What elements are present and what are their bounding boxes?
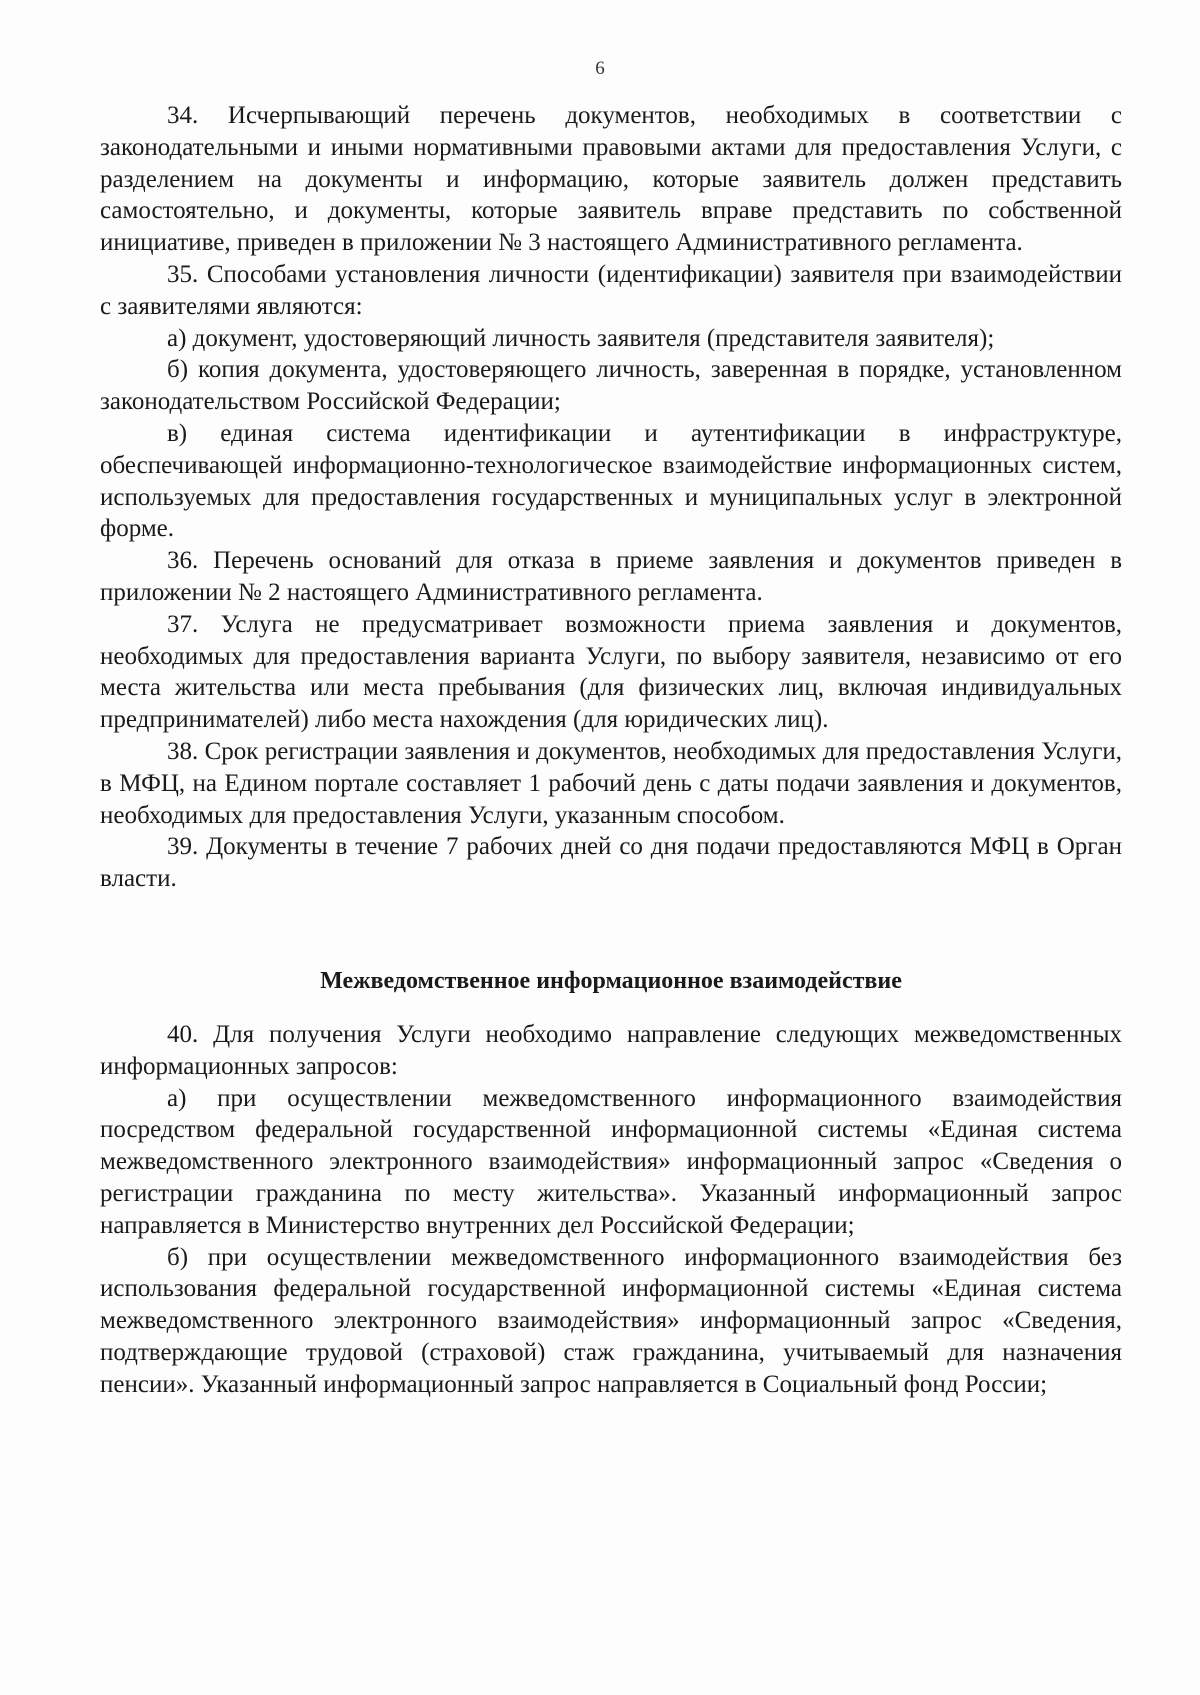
paragraph-40: 40. Для получения Услуги необходимо направление следующих межведомственных информационных запросов: xyxy=(100,1020,1122,1080)
page-number: 6 xyxy=(595,58,605,79)
paragraph-39: 39. Документы в течение 7 рабочих дней со дня подачи предоставляются МФЦ в Орган власти. xyxy=(100,833,1122,893)
document-body xyxy=(100,100,1122,1400)
paragraph-34: 34. Исчерпывающий перечень документов, необходимых в соответствии с законодательными и иными нормативными правовыми актами для предоставления Услуги, с разделением на документы и информацию, которые заявитель должен представить самостоятельно, и документы, которые заявитель вправе представить по собственной инициативе, приведен в приложении № 3 настоящего Административного регламента. xyxy=(100,102,1122,257)
paragraph-35: 35. Способами установления личности (идентификации) заявителя при взаимодействии с заявителями являются: xyxy=(100,260,1122,320)
paragraph-35-b: б) копия документа, удостоверяющего личность, заверенная в порядке, установленном законодательством Российской Федерации; xyxy=(100,356,1122,416)
paragraph-36: 36. Перечень оснований для отказа в приеме заявления и документов приведен в приложении № 2 настоящего Административного регламента. xyxy=(100,547,1122,606)
paragraph-38: 38. Срок регистрации заявления и документов, необходимых для предоставления Услуги, в МФЦ, на Едином портале составляет 1 рабочий день с даты подачи заявления и документов, необходимых для предоставления Услуги, указанным способом. xyxy=(100,737,1122,829)
paragraph-35-a: а) документ, удостоверяющий личность заявителя (представителя заявителя); xyxy=(167,324,995,352)
paragraph-37: 37. Услуга не предусматривает возможности приема заявления и документов, необходимых для предоставления варианта Услуги, по выбору заявителя, независимо от его места жительства или места пребывания (для физических лиц, включая индивидуальных предпринимателей) либо места нахождения (для юридических лиц). xyxy=(100,610,1122,734)
section-heading: Межведомственное информационное взаимодействие xyxy=(320,967,902,994)
paragraph-40-b: б) при осуществлении межведомственного информационного взаимодействия без использования федеральной государственной информационной системы «Единая система межведомственного электронного взаимодействия» информационный запрос «Сведения, подтверждающие трудовой (страховой) стаж гражданина, учитываемый для назначения пенсии». Указанный информационный запрос направляется в Социальный фонд России; xyxy=(100,1243,1122,1398)
paragraph-40-a: а) при осуществлении межведомственного информационного взаимодействия посредством федеральной государственной информационной системы «Единая система межведомственного электронного взаимодействия» информационный запрос «Сведения о регистрации гражданина по месту жительства». Указанный информационный запрос направляется в Министерство внутренних дел Российской Федерации; xyxy=(100,1084,1122,1239)
paragraph-35-v: в) единая система идентификации и аутентификации в инфраструктуре, обеспечивающей информационно-технологическое взаимодействие информационных систем, используемых для предоставления государственных и муниципальных услуг в электронной форме. xyxy=(100,419,1122,543)
